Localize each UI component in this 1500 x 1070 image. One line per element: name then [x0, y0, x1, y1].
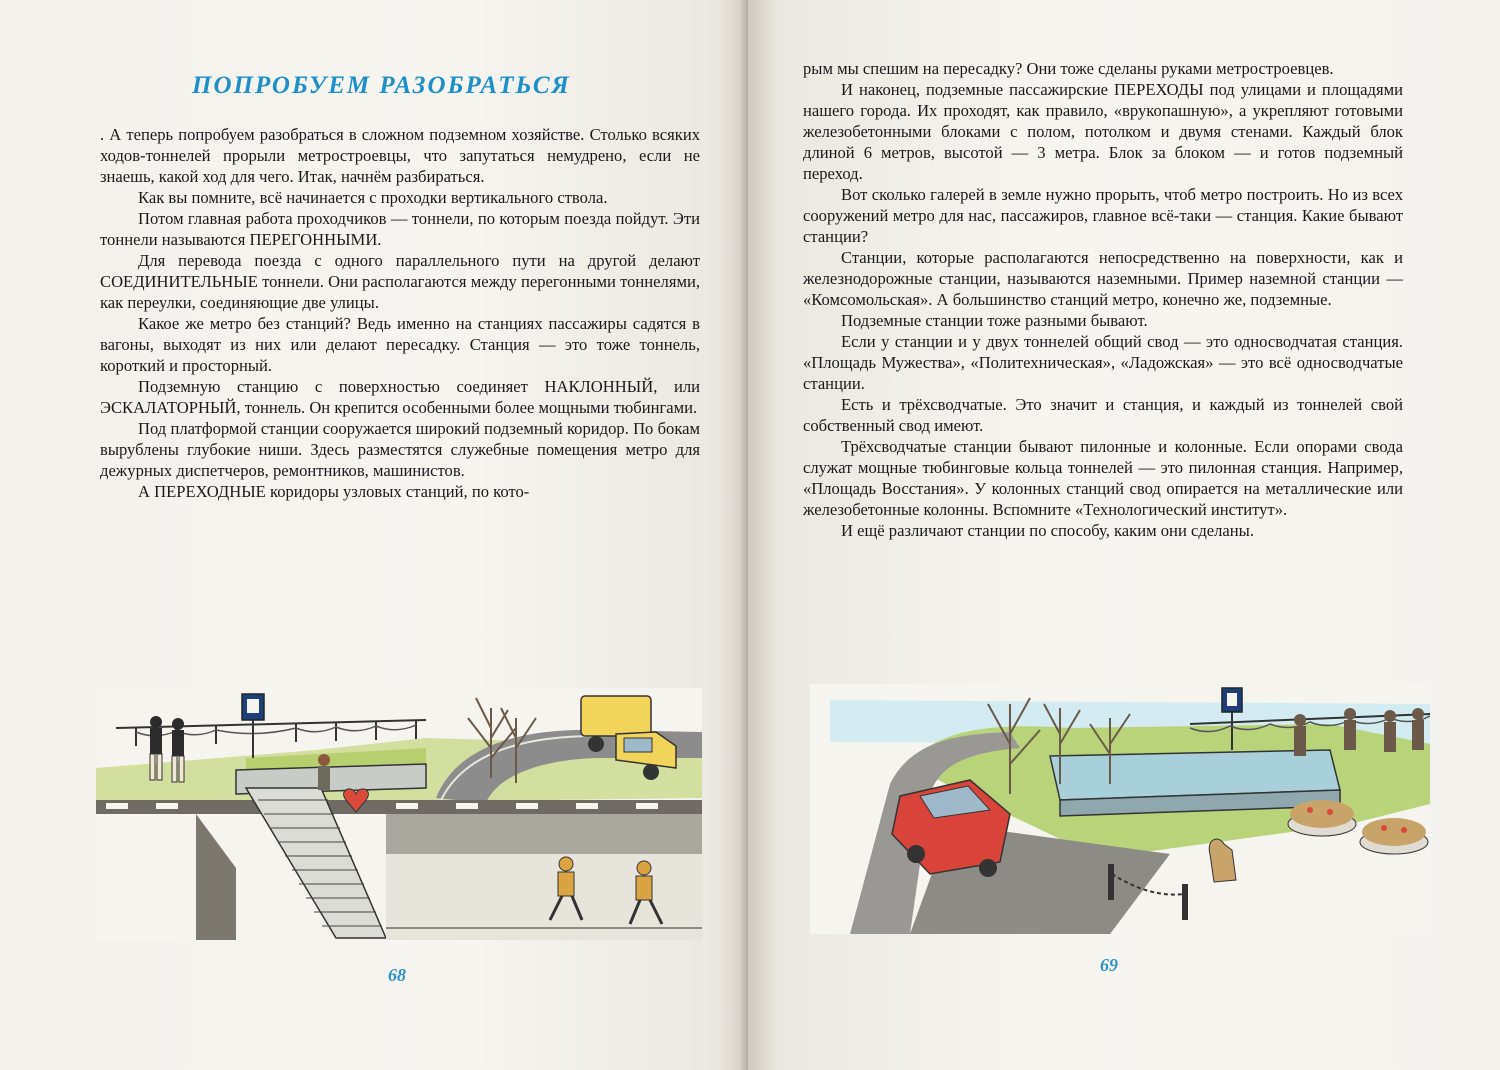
chapter-heading: ПОПРОБУЕМ РАЗОБРАТЬСЯ [192, 72, 571, 99]
paragraph: Как вы помните, всё начинается с проходки вертикального ствола. [138, 188, 608, 207]
paragraph: И ещё различают станции по способу, каким они сделаны. [841, 521, 1254, 540]
paragraph: Если у станции и у двух тоннелей общий свод — это односводчатая станция. «Площадь Мужества», «Политехническая», «Ладожская» — это всё односводчатые станции. [803, 332, 1403, 393]
page-number: 69 [1100, 955, 1118, 975]
paragraph: Вот сколько галерей в земле нужно прорыть, чтоб метро построить. Но из всех сооружений метро для нас, пассажиров, главное всё-таки — станция. Какие бывают станции? [803, 185, 1403, 246]
paragraph: рым мы спешим на пересадку? Они тоже сделаны руками метростроевцев. [803, 59, 1334, 78]
paragraph: Трёхсводчатые станции бывают пилонные и колонные. Если опорами свода служат мощные тюбинговые кольца тоннелей — это пилонная станция. Например, «Площадь Восстания». У колонных станций свод опирается на металлические или железобетонные колонны. Вспомните «Технологический институт». [803, 437, 1403, 519]
paragraph: Станции, которые располагаются непосредственно на поверхности, как и железнодорожные станции, называются наземными. Пример наземной станции — «Комсомольская». А большинство станций метро, конечно же, подземные. [803, 248, 1403, 309]
page-number: 68 [388, 965, 406, 985]
underpass-illustration [96, 688, 702, 940]
right-page [748, 0, 1500, 1070]
paragraph: Подземные станции тоже разными бывают. [841, 311, 1148, 330]
paragraph: . А теперь попробуем разобраться в сложном подземном хозяйстве. Столько всяких ходов-тоннелей прорыли метростроевцы, что запутаться немудрено, если не знаешь, какой ход для чего. Итак, начнём разбираться. [100, 125, 700, 186]
station-entrance-illustration [810, 684, 1430, 934]
paragraph: А ПЕРЕХОДНЫЕ коридоры узловых станций, по кото- [138, 482, 530, 501]
paragraph: Для перевода поезда с одного параллельного пути на другой делают СОЕДИНИТЕЛЬНЫЕ тоннели. Они располагаются между перегонными тоннелями, как переулки, соединяющие две улицы. [100, 251, 700, 312]
paragraph: Подземную станцию с поверхностью соединяет НАКЛОННЫЙ, или ЭСКАЛАТОРНЫЙ, тоннель. Он крепится особенными более мощными тюбингами. [100, 377, 700, 417]
paragraph: Под платформой станции сооружается широкий подземный коридор. По бокам вырублены глубокие ниши. Здесь разместятся служебные помещения метро для дежурных диспетчеров, ремонтников, машинистов. [100, 419, 700, 480]
left-page [0, 0, 748, 1070]
paragraph: Есть и трёхсводчатые. Это значит и станция, и каждый из тоннелей свой собственный свод имеют. [803, 395, 1403, 435]
paragraph: И наконец, подземные пассажирские ПЕРЕХОДЫ под улицами и площадями нашего города. Их проходят, как правило, «врукопашную», а укрепляют готовыми железобетонными блоками с полом, потолком и двумя стенами. Каждый блок длиной 6 метров, высотой — 3 метра. Блок за блоком — и готов подземный переход. [803, 80, 1403, 183]
left-page-text [100, 124, 700, 502]
paragraph: Потом главная работа проходчиков — тоннели, по которым поезда пойдут. Эти тоннели называются ПЕРЕГОННЫМИ. [100, 209, 700, 249]
paragraph: Какое же метро без станций? Ведь именно на станциях пассажиры садятся в вагоны, выходят из них или делают пересадку. Станция — это тоже тоннель, короткий и просторный. [100, 314, 700, 375]
right-page-text [803, 58, 1403, 541]
